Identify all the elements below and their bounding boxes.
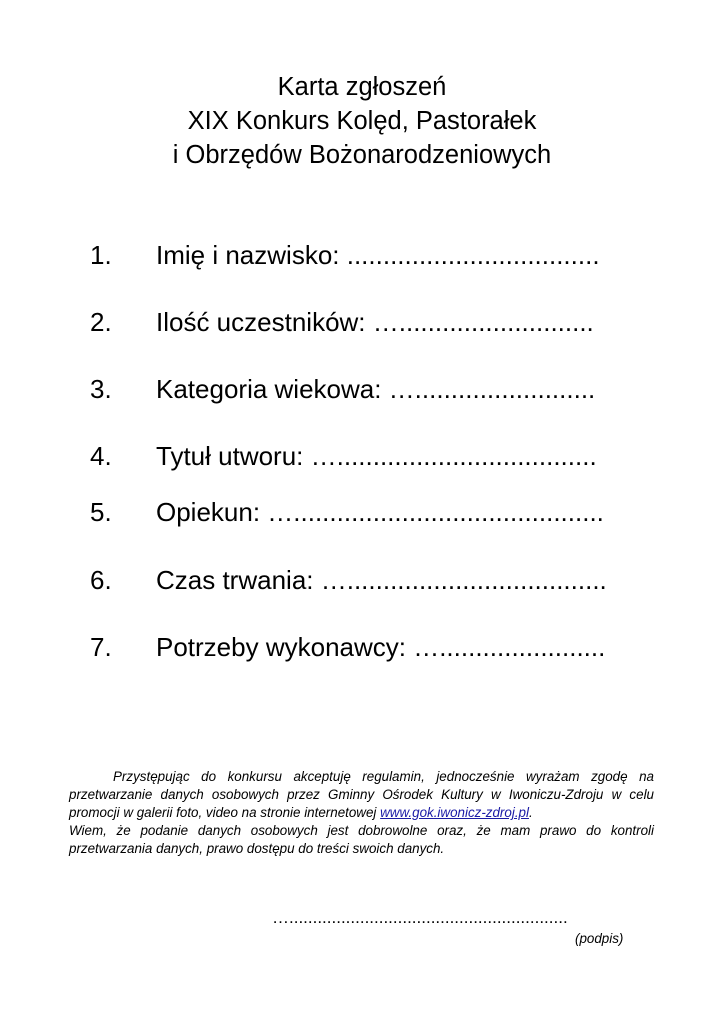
field-number: 5. bbox=[90, 497, 112, 527]
title-line-1: Karta zgłoszeń bbox=[277, 73, 447, 101]
title-line-2: XIX Konkurs Kolęd, Pastorałek bbox=[187, 107, 537, 135]
field-number: 7. bbox=[90, 632, 112, 662]
signature-line: …........................................................... bbox=[272, 908, 568, 927]
field-number: 6. bbox=[90, 565, 112, 595]
field-label: Tytuł utworu: ….................................... bbox=[156, 441, 597, 471]
field-number: 4. bbox=[90, 441, 112, 471]
field-label: Kategoria wiekowa: …......................... bbox=[156, 374, 596, 404]
field-number: 1. bbox=[90, 240, 112, 270]
field-label: Czas trwania: ….................................... bbox=[156, 565, 607, 595]
field-number: 2. bbox=[90, 307, 112, 337]
field-label: Ilość uczestników: …........................... bbox=[156, 307, 594, 337]
field-performer-needs bbox=[90, 627, 690, 667]
field-participants-count bbox=[90, 302, 690, 342]
field-label: Opiekun: …........................................... bbox=[156, 497, 604, 527]
website-link[interactable]: www.gok.iwonicz-zdroj.pl bbox=[380, 805, 529, 820]
consent-text: Przystępując do konkursu akceptuję regulamin, jednocześnie wyrażam zgodę na przetwarzanie danych osobowych przez Gminny Ośrodek Kultury w Iwoniczu-Zdroju w celu promocji w galerii foto, video na stronie internetowej bbox=[69, 769, 654, 820]
consent-text-end: . bbox=[528, 805, 533, 820]
field-name bbox=[90, 235, 690, 275]
form-title bbox=[0, 70, 724, 172]
consent-paragraph-1 bbox=[69, 768, 654, 822]
field-label: Potrzeby wykonawcy: …....................... bbox=[156, 632, 606, 662]
consent-paragraph-2: Wiem, że podanie danych osobowych jest dobrowolne oraz, że mam prawo do kontroli przetwarzania danych, prawo dostępu do treści swoich danych. bbox=[69, 823, 654, 856]
field-piece-title bbox=[90, 436, 690, 476]
field-number: 3. bbox=[90, 374, 112, 404]
field-duration bbox=[90, 560, 690, 600]
consent-statement bbox=[69, 768, 654, 858]
signature-caption: (podpis) bbox=[575, 931, 624, 946]
field-guardian bbox=[90, 492, 690, 532]
field-age-category bbox=[90, 369, 690, 409]
title-line-3: i Obrzędów Bożonarodzeniowych bbox=[172, 141, 552, 169]
field-label: Imię i nazwisko: ................................... bbox=[156, 240, 600, 270]
